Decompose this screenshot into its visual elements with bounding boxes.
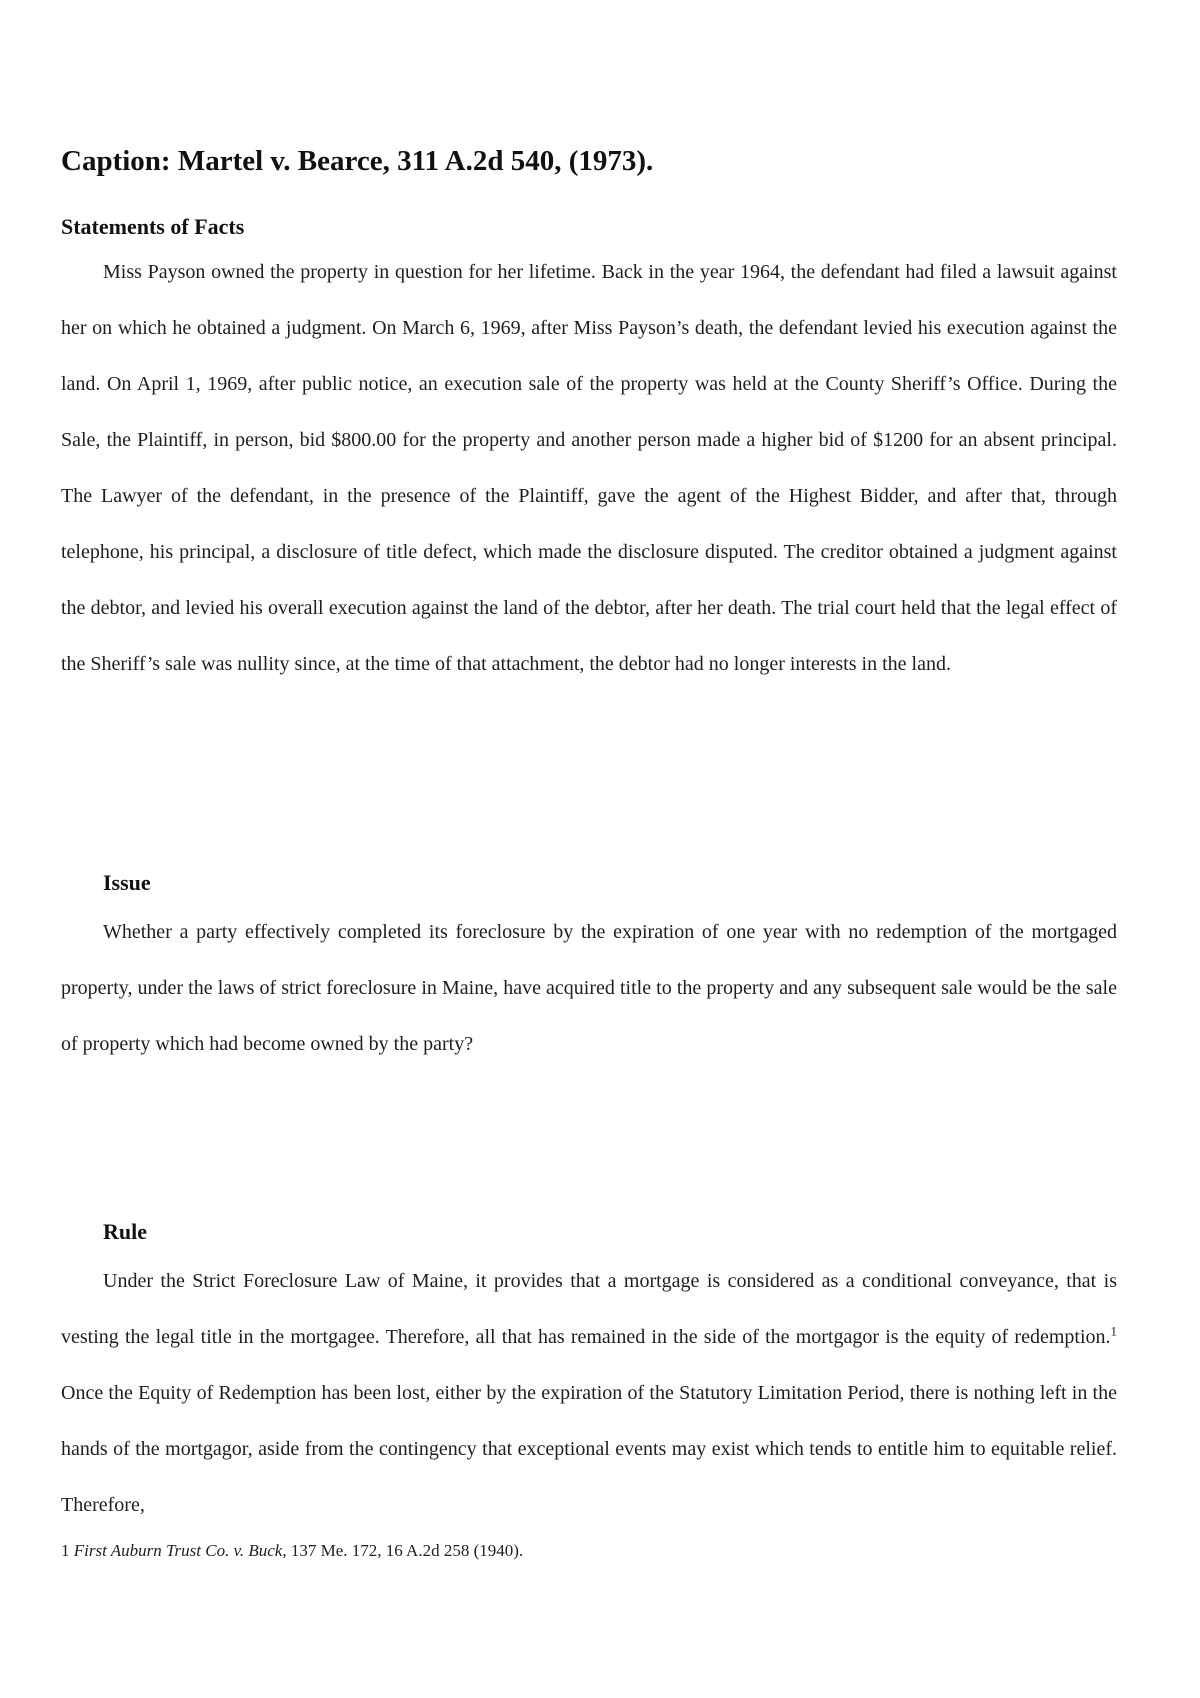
issue-heading: Issue (103, 870, 151, 895)
rule-text-part-1: Under the Strict Foreclosure Law of Maine, it provides that a mortgage is considered as a conditional conveyance, that is vesting the legal title in the mortgagee. Therefore, all that has remained in the side of the mortgagor is the equity of redemption. (61, 1270, 1117, 1348)
footnote (61, 1541, 523, 1561)
footnote-number: 1 (61, 1541, 70, 1560)
rule-text-part-2: Once the Equity of Redemption has been lost, either by the expiration of the Statutory Limitation Period, there is nothing left in the hands of the mortgagor, aside from the contingency that exceptional events may exist which tends to entitle him to equitable relief. Therefore, (61, 1382, 1117, 1516)
footnote-case-name: First Auburn Trust Co. v. Buck (73, 1541, 283, 1560)
rule-heading: Rule (103, 1219, 147, 1244)
facts-paragraph: Miss Payson owned the property in question for her lifetime. Back in the year 1964, the defendant had filed a lawsuit against her on which he obtained a judgment. On March 6, 1969, after Miss Payson’s death, the defendant levied his execution against the land. On April 1, 1969, after public notice, an execution sale of the property was held at the County Sheriff’s Office. During the Sale, the Plaintiff, in person, bid $800.00 for the property and another person made a higher bid of $1200 for an absent principal. The Lawyer of the defendant, in the presence of the Plaintiff, gave the agent of the Highest Bidder, and after that, through telephone, his principal, a disclosure of title defect, which made the disclosure disputed. The creditor obtained a judgment against the debtor, and levied his overall execution against the land of the debtor, after her death. The trial court held that the legal effect of the Sheriff’s sale was nullity since, at the time of that attachment, the debtor had no longer interests in the land. (61, 261, 1117, 675)
rule-paragraph (61, 1253, 1117, 1533)
footnote-reference[interactable]: 1 (1110, 1323, 1117, 1339)
facts-heading: Statements of Facts (61, 214, 245, 239)
issue-paragraph: Whether a party effectively completed its foreclosure by the expiration of one year with no redemption of the mortgaged property, under the laws of strict foreclosure in Maine, have acquired title to the property and any subsequent sale would be the sale of property which had become owned by the party? (61, 921, 1117, 1055)
footnote-citation: , 137 Me. 172, 16 A.2d 258 (1940). (282, 1541, 524, 1560)
case-caption: Caption: Martel v. Bearce, 311 A.2d 540, (1973). (61, 145, 654, 177)
